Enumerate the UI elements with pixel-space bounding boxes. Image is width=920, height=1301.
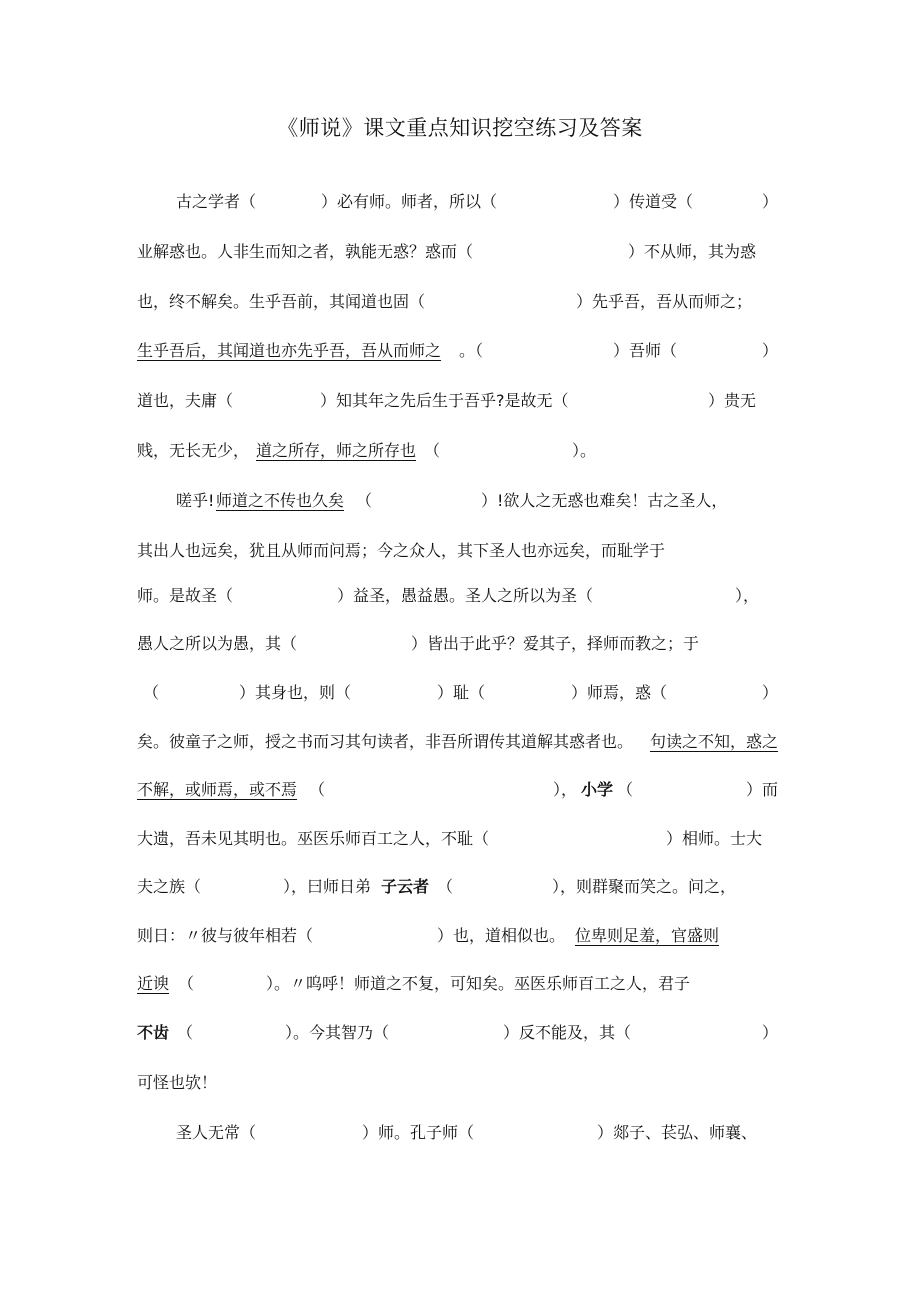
text-segment: ），曰师日弟 <box>283 877 372 896</box>
text-segment: ）。今其智乃（ <box>285 1023 390 1042</box>
text-segment: ）先乎吾，吾从而师之； <box>576 292 753 311</box>
text-segment: ）其身也，则（ <box>239 683 352 702</box>
text-segment: ）也，道相似也。 <box>437 926 566 945</box>
text-segment: 古之学者（ <box>176 192 257 211</box>
text-segment: 大遗，吾未见其明也。巫医乐师百工之人，不耻（ <box>137 829 490 848</box>
text-segment: 。（ <box>459 341 484 360</box>
underlined-phrase: 生乎吾后，其闻道也亦先乎吾，吾从而师之 <box>137 341 442 360</box>
text-segment: ）传道受（ <box>613 192 694 211</box>
text-segment: ）。 <box>572 441 597 460</box>
underlined-phrase: 近谀 <box>137 974 170 993</box>
text-segment: ） <box>762 341 779 360</box>
text-segment: ） <box>762 192 779 211</box>
text-segment: ）反不能及，其（ <box>503 1023 632 1042</box>
underlined-phrase: 不解，或师焉，或不焉 <box>137 780 298 799</box>
text-segment: 也，终不解矣。生乎吾前，其闻道也固（ <box>137 292 426 311</box>
text-segment: ）必有师。师者，所以（ <box>321 192 498 211</box>
text-segment: ）郯子、苌弘、师襄、 <box>597 1123 758 1142</box>
bold-phrase: 不齿 <box>137 1023 170 1042</box>
text-segment: （ <box>143 683 160 702</box>
text-segment: 师。是故圣（ <box>137 586 234 605</box>
text-segment: 夫之族（ <box>137 877 202 896</box>
text-segment: 可怪也欤！ <box>137 1073 218 1092</box>
underlined-phrase: 道之所存，师之所存也 <box>256 441 417 460</box>
text-segment: ）益圣，愚益愚。圣人之所以为圣（ <box>337 586 594 605</box>
text-segment: ）!欲人之无惑也难矣！古之圣人， <box>481 491 728 510</box>
bold-phrase: 子云者 <box>381 877 430 896</box>
document-title: 《师说》课文重点知识挖空练习及答案 <box>277 116 643 140</box>
underlined-phrase: 句读之不知，惑之 <box>650 732 779 751</box>
text-segment: ）， <box>735 586 760 605</box>
text-segment: ）。〃呜呼！师道之不复，可知矣。巫医乐师百工之人，君子 <box>266 974 691 993</box>
text-segment: ）师。孔子师（ <box>362 1123 475 1142</box>
text-segment: ）耻（ <box>437 683 486 702</box>
text-segment: 其出人也远矣，犹且从师而问焉；今之众人，其下圣人也亦远矣，而耻学于 <box>137 541 666 560</box>
text-segment: （ <box>309 780 326 799</box>
text-segment: 业解惑也。人非生而知之者，孰能无惑？惑而（ <box>137 242 474 261</box>
text-segment: （ <box>437 877 454 896</box>
text-segment: ）贵无 <box>708 391 757 410</box>
text-segment: ）师焉，惑（ <box>571 683 668 702</box>
text-segment: ）知其年之先后生于吾乎?是故无（ <box>320 391 569 410</box>
text-segment: ）皆出于此乎？爱其子，择师而教之；于 <box>411 634 700 653</box>
underlined-phrase: 师道之不传也久矣 <box>216 491 345 510</box>
text-segment: 矣。彼童子之师，授之书而习其句读者，非吾所谓传其道解其惑者也。 <box>137 732 634 751</box>
text-segment: 则日：〃彼与彼年相若（ <box>137 926 314 945</box>
text-segment: ），则群聚而笑之。问之， <box>552 877 737 896</box>
text-segment: ）不从师，其为惑 <box>628 242 757 261</box>
text-segment: （ <box>178 974 195 993</box>
text-segment: ）相师。士大 <box>666 829 763 848</box>
text-segment: 贱，无长无少， <box>137 441 250 460</box>
text-segment: ）吾师（ <box>613 341 678 360</box>
text-segment: （ <box>356 491 373 510</box>
underlined-phrase: 位卑则足羞，官盛则 <box>575 926 720 945</box>
text-segment: ）， <box>553 780 578 799</box>
text-segment: 愚人之所以为愚，其（ <box>137 634 298 653</box>
text-segment: ）而 <box>746 780 779 799</box>
text-segment: 嗟乎! <box>176 491 215 510</box>
bold-phrase: 小学 <box>581 780 614 799</box>
text-segment: 圣人无常（ <box>176 1123 257 1142</box>
text-segment: ） <box>762 683 779 702</box>
text-segment: 道也，夫庸（ <box>137 391 234 410</box>
text-segment: （ <box>177 1023 194 1042</box>
text-segment: （ <box>424 441 441 460</box>
text-segment: ） <box>762 1023 779 1042</box>
text-segment: （ <box>617 780 634 799</box>
